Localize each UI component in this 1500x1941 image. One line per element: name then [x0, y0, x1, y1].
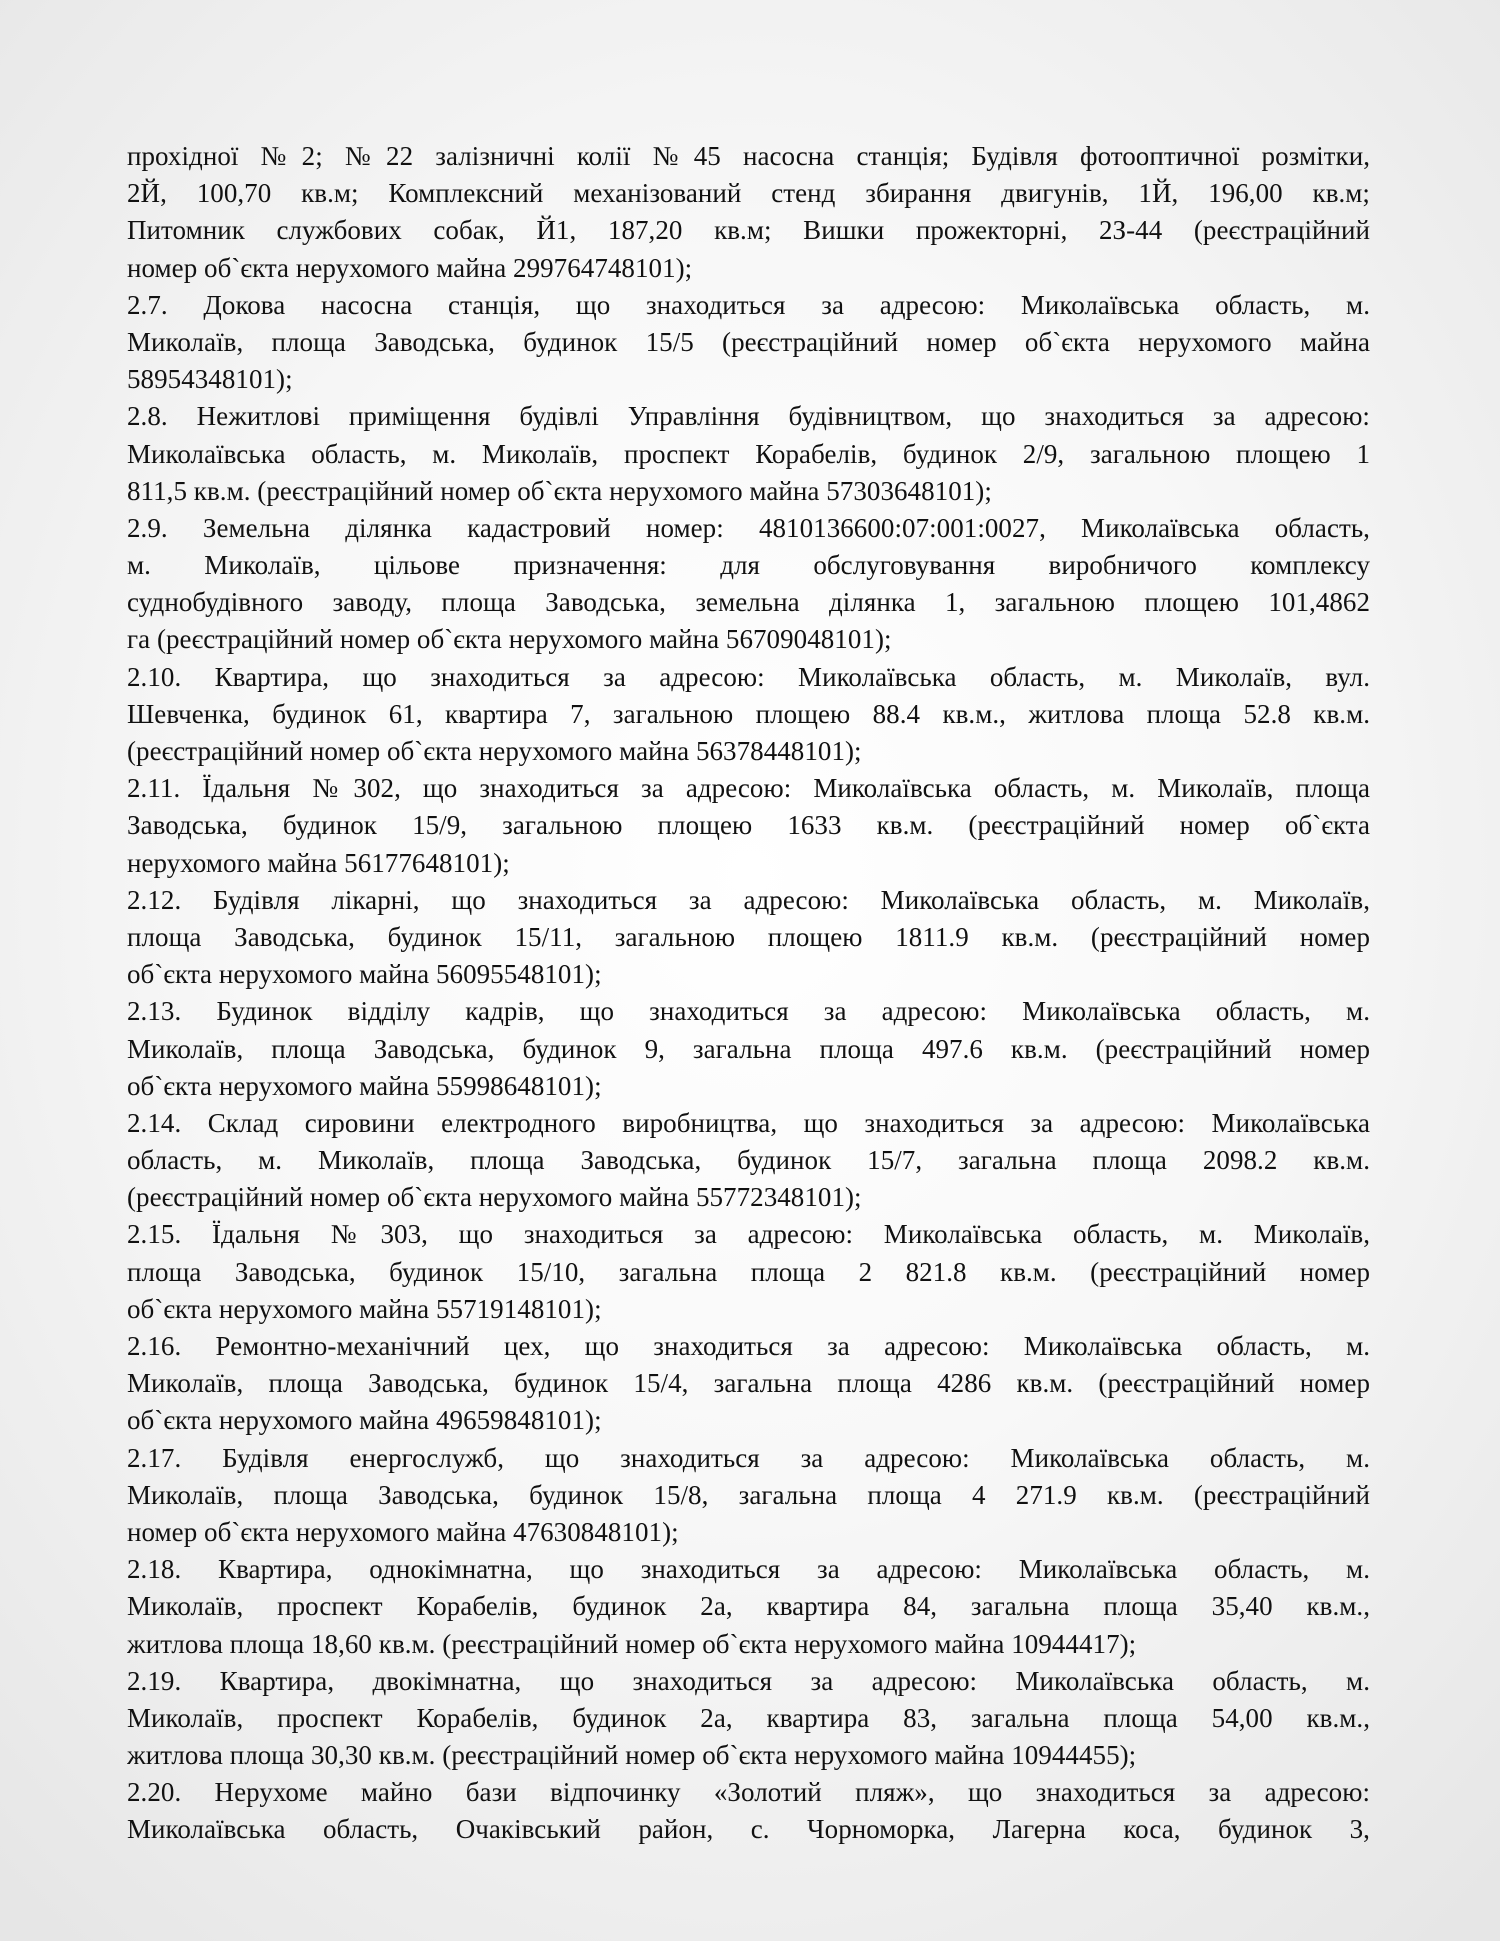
text-line: га (реєстраційний номер об`єкта нерухомого майна 56709048101);: [127, 624, 892, 655]
text-line: житлова площа 30,30 кв.м. (реєстраційний номер об`єкта нерухомого майна 10944455);: [127, 1740, 1137, 1771]
text-line: 2Й, 100,70 кв.м; Комплексний механізований стенд збирання двигунів, 1Й, 196,00 кв.м;: [127, 178, 1370, 209]
text-line: область, м. Миколаїв, площа Заводська, будинок 15/7, загальна площа 2098.2 кв.м.: [127, 1145, 1370, 1176]
text-line: 2.14. Склад сировини електродного виробництва, що знаходиться за адресою: Миколаївська: [127, 1107, 1370, 1138]
text-line: 2.17. Будівля енергослужб, що знаходиться за адресою: Миколаївська область, м.: [127, 1442, 1370, 1473]
text-line: 2.16. Ремонтно-механічний цех, що знаходиться за адресою: Миколаївська область, м.: [127, 1331, 1370, 1361]
text-line: 2.7. Докова насосна станція, що знаходиться за адресою: Миколаївська область, м.: [127, 289, 1370, 320]
text-line: 2.8. Нежитлові приміщення будівлі Управління будівництвом, що знаходиться за адресою:: [127, 401, 1370, 432]
text-line: 2.19. Квартира, двокімнатна, що знаходиться за адресою: Миколаївська область, м.: [127, 1665, 1370, 1696]
text-line: 2.12. Будівля лікарні, що знаходиться за адресою: Миколаївська область, м. Миколаїв,: [127, 884, 1370, 915]
text-line: 2.15. Їдальня №303, що знаходиться за адресою: Миколаївська область, м. Миколаїв,: [127, 1219, 1370, 1250]
text-line: Миколаївська область, м. Миколаїв, проспект Корабелів, будинок 2/9, загальною площею 1: [127, 438, 1370, 469]
paragraph-item-2-6-cont: [127, 138, 1370, 287]
text-line: площа Заводська, будинок 15/11, загальною площею 1811.9 кв.м. (реєстраційний номер: [127, 921, 1370, 952]
text-line: 2.20. Нерухоме майно бази відпочинку «Золотий пляж», що знаходиться за адресою:: [127, 1777, 1370, 1808]
text-line: об`єкта нерухомого майна 49659848101);: [127, 1405, 602, 1436]
text-line: житлова площа 18,60 кв.м. (реєстраційний номер об`єкта нерухомого майна 10944417);: [127, 1628, 1137, 1659]
text-line: 2.13. Будинок відділу кадрів, що знаходиться за адресою: Миколаївська область, м.: [127, 996, 1370, 1027]
paragraph-item-2-20: [127, 1774, 1370, 1848]
text-line: Миколаїв, площа Заводська, будинок 15/8, загальна площа 4 271.9 кв.м. (реєстраційний: [127, 1479, 1370, 1510]
paragraph-item-2-17: [127, 1440, 1370, 1552]
paragraph-item-2-12: [127, 882, 1370, 994]
text-line: номер об`єкта нерухомого майна 47630848101);: [127, 1516, 679, 1547]
text-line: 2.10. Квартира, що знаходиться за адресою: Миколаївська область, м. Миколаїв, вул.: [127, 661, 1370, 692]
text-line: Шевченка, будинок 61, квартира 7, загальною площею 88.4 кв.м., житлова площа 52.8 кв.м.: [127, 698, 1370, 729]
text-line: Миколаїв, площа Заводська, будинок 9, загальна площа 497.6 кв.м. (реєстраційний номер: [127, 1033, 1370, 1064]
paragraph-item-2-13: [127, 993, 1370, 1105]
text-line: об`єкта нерухомого майна 56095548101);: [127, 959, 602, 990]
paragraph-item-2-10: [127, 659, 1370, 771]
text-line: 2.9. Земельна ділянка кадастровий номер: 4810136600:07:001:0027, Миколаївська область,: [127, 512, 1370, 543]
text-line: номер об`єкта нерухомого майна 299764748101);: [127, 252, 693, 283]
paragraph-item-2-7: [127, 287, 1370, 399]
text-line: площа Заводська, будинок 15/10, загальна площа 2 821.8 кв.м. (реєстраційний номер: [127, 1256, 1370, 1287]
paragraph-item-2-15: [127, 1216, 1370, 1328]
paragraph-item-2-14: [127, 1105, 1370, 1217]
text-line: об`єкта нерухомого майна 55719148101);: [127, 1293, 602, 1324]
paragraph-item-2-16: [127, 1328, 1370, 1440]
paragraph-item-2-8: [127, 398, 1370, 510]
text-line: (реєстраційний номер об`єкта нерухомого майна 56378448101);: [127, 736, 862, 766]
paragraph-item-2-11: [127, 770, 1370, 882]
document-page: [127, 138, 1370, 1849]
text-line: Миколаїв, площа Заводська, будинок 15/5 (реєстраційний номер об`єкта нерухомого майна: [127, 326, 1370, 357]
text-line: об`єкта нерухомого майна 55998648101);: [127, 1070, 602, 1101]
text-line: Заводська, будинок 15/9, загальною площею 1633 кв.м. (реєстраційний номер об`єкта: [127, 810, 1370, 841]
text-line: 2.18. Квартира, однокімнатна, що знаходиться за адресою: Миколаївська область, м.: [127, 1554, 1370, 1585]
text-line: м. Миколаїв, цільове призначення: для обслуговування виробничого комплексу: [127, 550, 1370, 581]
text-line: Миколаїв, площа Заводська, будинок 15/4, загальна площа 4286 кв.м. (реєстраційний номер: [127, 1368, 1370, 1399]
text-line: Миколаївська область, Очаківський район, с. Чорноморка, Лагерна коса, будинок 3,: [127, 1814, 1370, 1845]
text-line: (реєстраційний номер об`єкта нерухомого майна 55772348101);: [127, 1182, 862, 1213]
text-line: Миколаїв, проспект Корабелів, будинок 2а, квартира 84, загальна площа 35,40 кв.м.,: [127, 1591, 1370, 1622]
text-line: Миколаїв, проспект Корабелів, будинок 2а, квартира 83, загальна площа 54,00 кв.м.,: [127, 1702, 1370, 1733]
paragraph-item-2-19: [127, 1663, 1370, 1775]
text-line: 811,5 кв.м. (реєстраційний номер об`єкта нерухомого майна 57303648101);: [127, 475, 992, 506]
text-line: 2.11. Їдальня №302, що знаходиться за адресою: Миколаївська область, м. Миколаїв, площа: [127, 773, 1370, 804]
text-line: Питомник службових собак, Й1, 187,20 кв.м; Вишки прожекторні, 2З-44 (реєстраційний: [127, 215, 1370, 246]
paragraph-item-2-9: [127, 510, 1370, 659]
text-line: прохідної №2; №22 залізничні колії №45 насосна станція; Будівля фотооптичної розмітки,: [127, 141, 1370, 171]
text-line: суднобудівного заводу, площа Заводська, земельна ділянка 1, загальною площею 101,4862: [127, 587, 1370, 618]
text-line: 58954348101);: [127, 364, 293, 395]
paragraph-item-2-18: [127, 1551, 1370, 1663]
text-line: нерухомого майна 56177648101);: [127, 847, 510, 878]
